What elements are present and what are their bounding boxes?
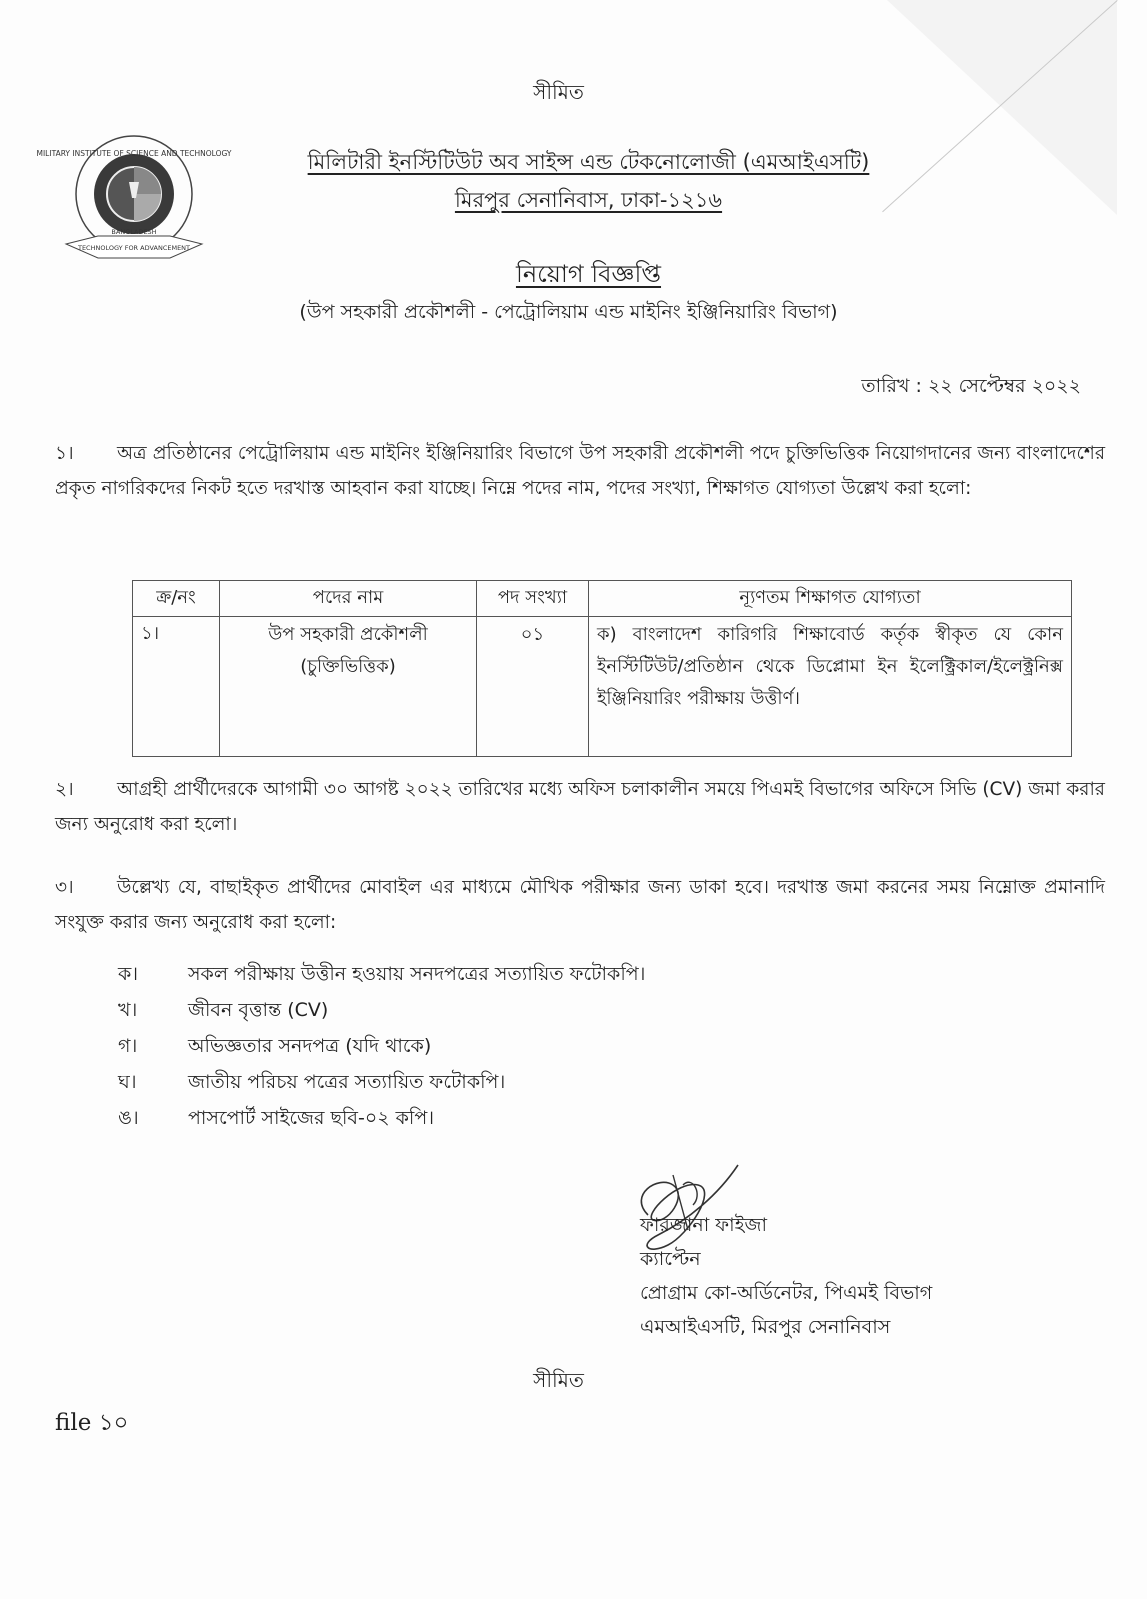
col-serial: ক্র/নং <box>133 581 220 617</box>
table-header-row <box>133 581 1072 617</box>
notice-date: তারিখ : ২২ সেপ্টেম্বর ২০২২ <box>861 375 1081 397</box>
paragraph-2 <box>55 772 1105 842</box>
paragraph-number: ১। <box>55 443 74 464</box>
classification-bottom: সীমিত <box>533 1368 584 1392</box>
paragraph-3 <box>55 870 1105 940</box>
institution-name: মিলিটারী ইনস্টিটিউট অব সাইন্স এন্ড টেকনোলোজী (এমআইএসটি) <box>307 150 870 174</box>
logo-motto-text: TECHNOLOGY FOR ADVANCEMENT <box>77 244 191 252</box>
list-item: ঙ। পাসপোর্ট সাইজের ছবি-০২ কপি। <box>118 1107 435 1129</box>
col-post-name: পদের নাম <box>220 581 477 617</box>
table-row <box>133 617 1072 757</box>
documents-list <box>118 956 645 1136</box>
classification-top: সীমিত <box>533 80 584 104</box>
cell-post <box>220 617 477 757</box>
list-item: ঘ। জাতীয় পরিচয় পত্রের সত্যায়িত ফটোকপি। <box>118 1071 506 1093</box>
post-name: উপ সহকারী প্রকৌশলী <box>268 624 428 645</box>
cell-count: ০১ <box>477 617 589 757</box>
logo-country-text: BANGLADESH <box>111 228 157 236</box>
cell-serial: ১। <box>133 617 220 757</box>
post-type: (চুক্তিভিত্তিক) <box>300 656 396 677</box>
logo-arc-text: MILITARY INSTITUTE OF SCIENCE AND TECHNOLOGY <box>36 149 232 158</box>
paragraph-1 <box>55 436 1105 506</box>
list-item: ক। সকল পরীক্ষায় উত্তীন হওয়ায় সনদপত্রের সত্যায়িত ফটোকপি। <box>118 963 646 985</box>
col-post-count: পদ সংখ্যা <box>477 581 589 617</box>
paragraph-number: ২। <box>55 779 74 800</box>
positions-table <box>132 580 1072 757</box>
col-qualification: ন্যূণতম শিক্ষাগত যোগ্যতা <box>589 581 1072 617</box>
list-item: খ। জীবন বৃত্তান্ত (CV) <box>118 999 329 1021</box>
institution-address: মিরপুর সেনানিবাস, ঢাকা-১২১৬ <box>454 188 723 212</box>
paragraph-text: অত্র প্রতিষ্ঠানের পেট্রোলিয়াম এন্ড মাইনিং ইঞ্জিনিয়ারিং বিভাগে উপ সহকারী প্রকৌশলী পদে চুক্তিভিত্তিক নিয়োগদানের জন্য বাংলাদেশের প্রকৃত নাগরিকদের নিকট হতে দরখাস্ত আহবান করা যাচ্ছে। নিম্নে পদের নাম, পদের সংখ্যা, শিক্ষাগত যোগ্যতা উল্লেখ করা হলো: <box>55 443 1105 499</box>
notice-title: নিয়োগ বিজ্ঞপ্তি <box>515 260 662 288</box>
signatory-block <box>640 1208 932 1344</box>
cell-qualification: ক) বাংলাদেশ কারিগরি শিক্ষাবোর্ড কর্তৃক স্বীকৃত যে কোন ইনস্টিটিউট/প্রতিষ্ঠান থেকে ডিপ্লোমা ইন ইলেক্ট্রিকাল/ইলেক্ট্রনিক্স ইঞ্জিনিয়ারিং পরীক্ষায় উত্তীর্ণ। <box>589 617 1072 757</box>
notice-subtitle: (উপ সহকারী প্রকৌশলী - পেট্রোলিয়াম এন্ড মাইনিং ইঞ্জিনিয়ারিং বিভাগ) <box>299 301 838 323</box>
signatory-office: এমআইএসটি, মিরপুর সেনানিবাস <box>640 1316 891 1338</box>
signatory-name: ফারজানা ফাইজা <box>640 1214 768 1236</box>
paragraph-text: উল্লেখ্য যে, বাছাইকৃত প্রার্থীদের মোবাইল এর মাধ্যমে মৌখিক পরীক্ষার জন্য ডাকা হবে। দরখাস্ত জমা করনের সময় নিম্নোক্ত প্রমানাদি সংযুক্ত করার জন্য অনুরোধ করা হলো: <box>55 877 1105 933</box>
list-item: গ। অভিজ্ঞতার সনদপত্র (যদি থাকে) <box>118 1035 432 1057</box>
file-reference: file ১০ <box>55 1410 129 1436</box>
paragraph-number: ৩। <box>55 877 74 898</box>
signatory-rank: ক্যাপ্টেন <box>640 1248 701 1270</box>
signatory-designation: প্রোগ্রাম কো-অর্ডিনেটর, পিএমই বিভাগ <box>640 1282 933 1304</box>
paragraph-text: আগ্রহী প্রার্থীদেরকে আগামী ৩০ আগষ্ট ২০২২ তারিখের মধ্যে অফিস চলাকালীন সময়ে পিএমই বিভাগের অফিসে সিভি (CV) জমা করার জন্য অনুরোধ করা হলো। <box>55 779 1105 835</box>
